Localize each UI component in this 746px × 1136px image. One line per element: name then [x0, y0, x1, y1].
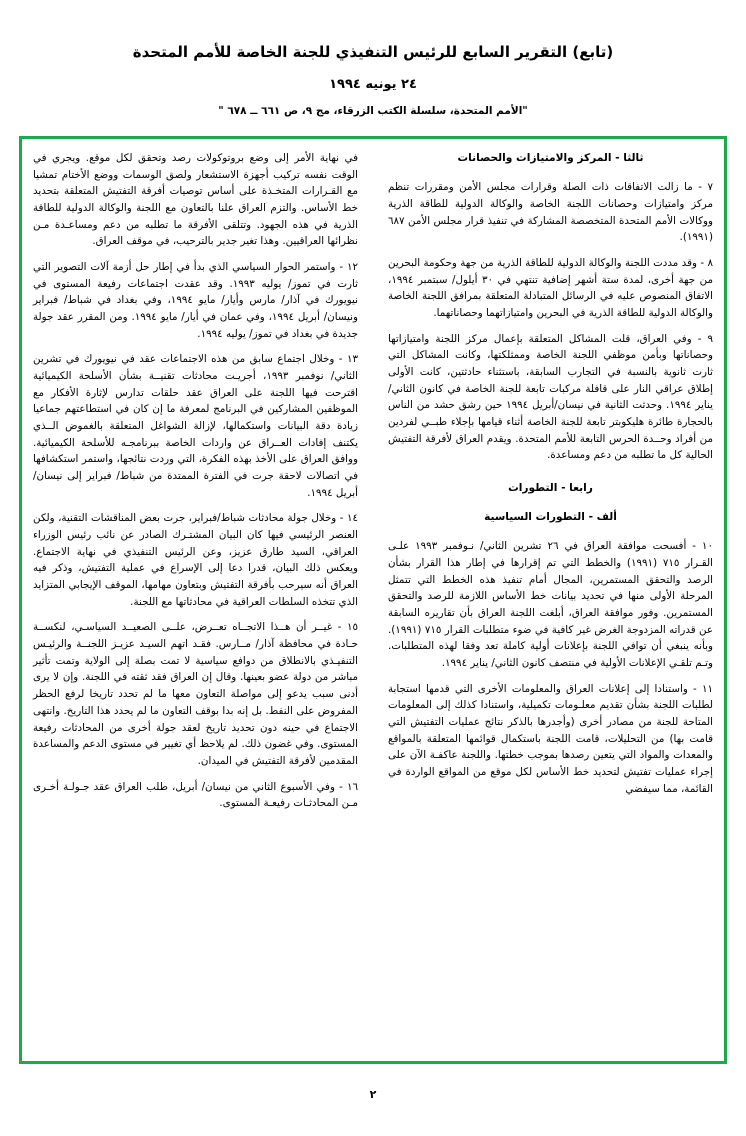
paragraph: ١١ - واستنادا إلى إعلانات العراق والمعلومات الأخرى التي قدمها استجابة لطلبات اللجنة بشأن تقديم معلـومات تكميلية، واستنادا كذلك إلى المعلومات المتاحة للجنة من مصادر أخرى (وأجدرها بالذكر نتائج عمليات التفتيش التي قامت بها) من التحليلات، قامت اللجنة باستكمال قوائمها المتعلقة بالمواقع والمعدات والمواد التي يتعين رصدها بموجب خطتها. واللجنة عاكفـة الآن على إجراء عمليات تفتيش لتحديد خط الأساس لكل موقع من المواقع الواردة في القائمة، مما سيفضي — [388, 682, 713, 795]
document-date: ٢٤ يونيه ١٩٩٤ — [329, 77, 417, 92]
document-source-citation: "الأمم المتحدة، سلسلة الكتب الزرقاء، مج ٩، ص ٦٦١ ــ ٦٧٨ " — [218, 105, 528, 117]
page-title: (تابع) التقرير السابع للرئيس التنفيذي للجنة الخاصة للأمم المتحدة — [132, 43, 614, 61]
paragraph: ١٢ - واستمر الحوار السياسي الذي بدأ في إطار حل أزمة آلات التصوير التي ثارت في تموز/ يوليه ١٩٩٣. وقد عقدت اجتماعات رفيعة المستوى في نيويورك في آذار/ مارس وأيار/ مايو ١٩٩٤، وفي بغداد في شباط/ فبراير ونيسان/ أبريل ١٩٩٤، وفي عمان في أيار/ مايو ١٩٩٤. ومن المقرر عقد جولة جديدة في بغداد في تموز/ يوليه ١٩٩٤. — [33, 261, 359, 340]
column-right — [388, 150, 713, 1050]
paragraph: ١٣ - وخلال اجتماع سابق من هذه الاجتماعات عقد في نيويورك في تشرين الثاني/ نوفمبر ١٩٩٣، أجريـت محادثات تقنيــة بشأن الأسلحة الكيميائية اقترحت فيها اللجنة على العراق عقد حلقات تدارس لإثارة الأفكار مع الموظفين المشاركين في البرنامج لمعرفة ما إن كان في استطاعتهم جماعيا زيادة دقة البيانات واستكمالها، لإزالة الشواغل المتعلقة بالغموض الــذي يكتنف إفادات العــراق عن واردات الخاصة ببرنامجـه للأسلحة الكيميائية. ووافق العراق على الأخذ بهذه الفكرة، التي وردت نتائجها، واستمر استكشافها في اتصالات لاحقة جرت في الفترة الممتدة من شباط/ فبراير إلى نيسان/ أبريل ١٩٩٤. — [33, 353, 358, 499]
paragraph: ٧ - ما زالت الاتفاقات ذات الصلة وقرارات مجلس الأمن ومقررات تنظم مركز وامتيازات وحصانات اللجنة الخاصة والوكالة الدولية للطاقة الذرية ووكالات الأمم المتحدة المتخصصة المشاركة في تنفيذ قرار مجلس الأمن ٦٨٧ (١٩٩١). — [388, 181, 713, 244]
section-heading-status: ثالثا - المركز والامتيازات والحصانات — [457, 152, 644, 164]
paragraph: في نهاية الأمر إلى وضع بروتوكولات رصد وتحقق لكل موقع. ويجري في الوقت نفسه تركيب أجهزة الاستشعار ولصق الوسمات ووضع الأختام تمشيا مع القـرارات المتخـذة على أساس توصيات أفرقة التفتيش المتعلقة بتحديد خط الأساس. والتزم العراق علنا بالتعاون مع اللجنة والوكالة الدولية للطاقة الذرية في هذه الجهود. وتتلقى الأفرقة ما تطلبه من دعم ومساعـدة مـن نظرائها العراقيين. وهذا تغير جدير بالترحيب، في موقف العراق. — [33, 152, 358, 248]
two-column-body — [33, 150, 713, 1050]
section-heading-developments: رابعا - التطورات — [508, 481, 593, 494]
subsection-heading-political: ألف - التطورات السياسية — [484, 511, 617, 524]
paragraph: ١٤ - وخلال جولة محادثات شباط/فبراير، جرت بعض المناقشات التقنية، ولكن العنصر الرئيسي فيها كان البيان المشتـرك الصادر عن نائب رئيس الوزراء العراقي، السيد طارق عزيز، وعن الرئيس التنفيذي في نهاية الاجتماع. ويعكس ذلك البيان، قدرا دعا إلى الإسراع في عملية التفتيش، وذكر فيه العراق أنه سيرحب بأفرقة التفتيش وبتعاون مهامها، الموقف الإيجابي المتزايد الذي تتخذه السلطات العراقية في محادثاتها مع اللجنة. — [33, 512, 358, 608]
paragraph: ١٥ - غيــر أن هــذا الاتجــاه تعــرض، علــى الصعيــد السياسـي، لنكســة حـادة في محافظة آذار/ مــارس. فقـد اتهم السيـد عزيـز اللجنــة والرئيـس التنفيـذي بالانطلاق من دوافع سياسية لا تمت بصلة إلى الولاية وتمت تأثير مباشر من دولة عضو بعينها. وقال إن العراق فقد ثقته في اللجنة. وإن لا يرى أدنى سبب يدعو إلى مواصلة التعاون معها ما لم تحدد تاريخا لرفع الحظر المفروض على النفط. بل إنه بدا بوقف التعاون ما لم يحدد هذا التاريخ. وانتهى الاجتماع في حينه دون تحديد تاريخ لعقد جولة أخرى من المحادثات رفيعة المستوى. وفي غضون ذلك. لم يلاحظ أي تغيير في مستوى الدعم والمساعدة المقدمين لأفرقة التفتيش في الميدان. — [33, 621, 358, 767]
paragraph: ١٦ - وفي الأسبوع الثاني من نيسان/ أبريل، طلب العراق عقد جـولـة أخـرى مـن المحادثـات رفيعـة المستوى. — [33, 780, 358, 810]
paragraph: ١٠ - أفسحت موافقة العراق في ٢٦ تشرين الثاني/ نـوفمبر ١٩٩٣ علـى القـرار ٧١٥ (١٩٩١) والخطط التي تم إقرارها في إطار هذا القرار بشأن الرصد والتحقق المستمرين، المجال أمام تنفيذ هذه الخطط التي تتمثل المرحلة الأولى منها في تحديد بيانات خط الأساس اللازمة للرصد والتحقق المستمرين. وفور موافقة العراق، أبلغت اللجنة العراق بأن تقاريره السابقة عن قدراته المزدوجة الغرض غير كافية في ضوء متطلبات القرار ٧١٥ (١٩٩١). وبأنه ينبغي أن توافي اللجنة بإعلانات أولية كاملة تعد وفقا لهذه المتطلبات. وتـم تلقـي الإعلانات الأولية في منتصف كانون الثاني/ يناير ١٩٩٤. — [388, 540, 713, 669]
column-left — [33, 150, 358, 1050]
document-header — [0, 0, 746, 117]
paragraph: ٩ - وفي العراق، قلت المشاكل المتعلقة بإعمال مركز اللجنة وامتيازاتها وحصاناتها وبأمن موظفي اللجنة الخاصة وممثلكتها، وكانت المشاكل التي ثارت ثانوية بالنسبة في التجارب السابقة، باستثناء حادثتين، كانت الأولى إطلاق عراقي النار على قافلة مركبات تابعة للجنة الخاصة في كانون الثاني/ يناير ١٩٩٤. وحدثت الثانية في نيسان/أبريل ١٩٩٤ حين رشق حشد من الناس بالحجارة طائرة هليكوبتر تابعة للجنة الخاصة أثناء قيامها بإجلاء طبــي لفردين من أفراد وحــدة الحرس التابعة للأمم المتحدة. ويقدم العراق لأفرقة التفتيش الحالية كل ما تطلبه من دعم ومساعدة. — [388, 332, 714, 462]
paragraph: ٨ - وقد مددت اللجنة والوكالة الدولية للطاقة الذرية من جهة وحكومة البحرين من جهة أخرى، لمدة ستة أشهر إضافية تنتهي في ٣٠ أيلول/ سبتمبر ١٩٩٤، الاتفاق المنصوص عليه في الرسائل المتبادلة المتعلقة بمرافق اللجنة الخاصة والوكالة الدولية للطاقة الذرية في البحرين وامتيازاتهما وحصاناتهما. — [388, 256, 714, 319]
page-number: ٢ — [369, 1088, 377, 1101]
